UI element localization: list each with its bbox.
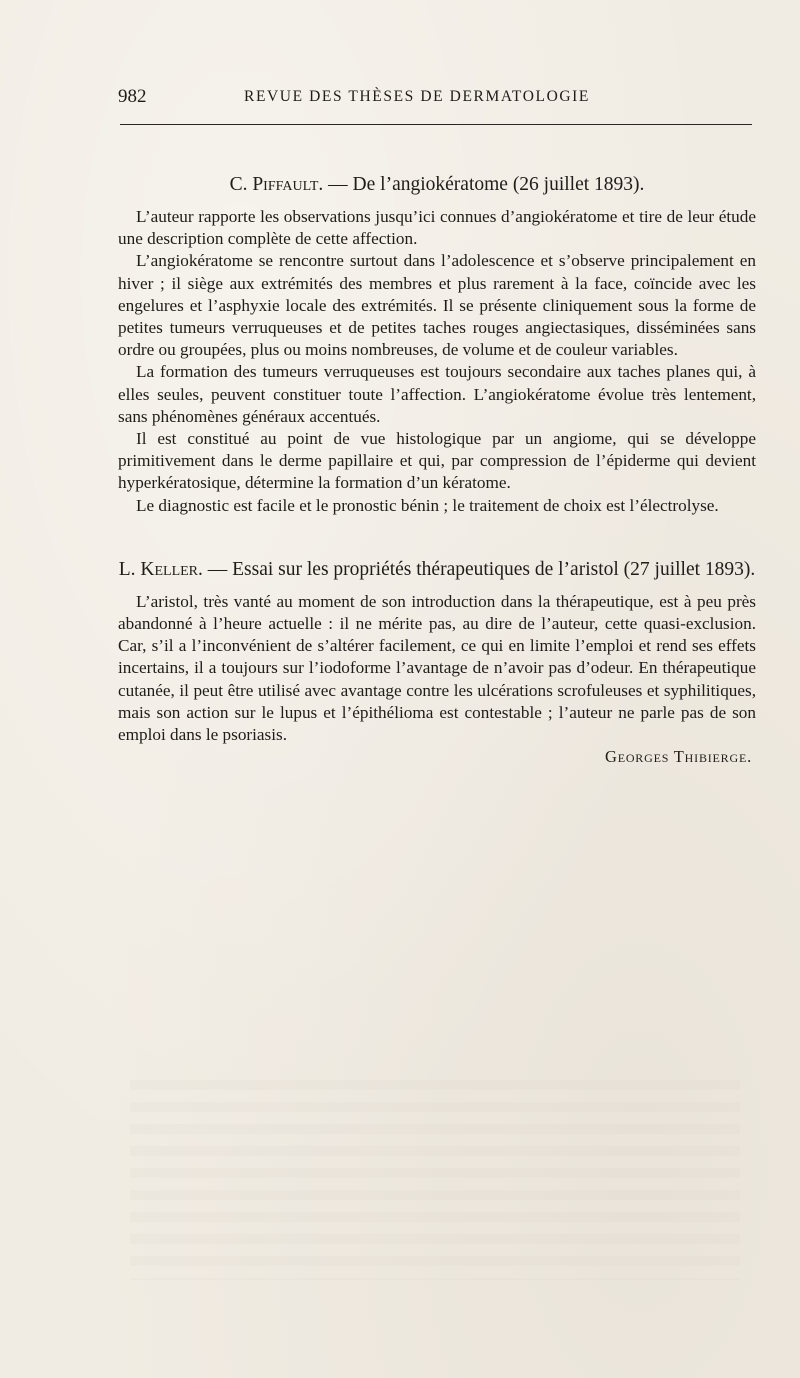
article-title: De l’angiokératome (26 juillet 1893). (352, 174, 645, 195)
paragraph: Le diagnostic est facile et le pronostic bénin ; le traitement de choix est l’électrolyse. (136, 495, 719, 515)
paragraph: La formation des tumeurs verruqueuses est toujours secondaire aux taches planes qui, à elles seules, peuvent constituer toute l’affection. L’angiokératome évolue très lentement, sans phénomènes généraux accentués. (118, 362, 756, 426)
article-author: C. Piffault. (229, 174, 324, 195)
paragraph: L’angiokératome se rencontre surtout dans l’adolescence et s’observe principalement en hiver ; il siège aux extrémités des membres et plus rarement à la face, coïncide avec les engelures et l’asphyxie locale des extrémités. Il se présente cliniquement sous la forme de petites tumeurs verruqueuses et de petites taches rouges angiectasiques, disséminées sans ordre ou groupées, plus ou moins nombreuses, de volume et de couleur variables. (118, 251, 756, 360)
article-title: Essai sur les propriétés thérapeutiques de l’aristol (27 juillet 1893). (232, 558, 756, 580)
article-heading-piffault (118, 172, 756, 198)
page-number: 982 (118, 86, 147, 107)
header-rule (120, 124, 752, 125)
reviewer-signature: Georges Thibierge. (604, 747, 752, 767)
article-heading-keller (118, 557, 756, 583)
paragraph: Il est constitué au point de vue histologique par un angiome, qui se développe primitivement dans le derme papillaire et qui, par compression de l’épiderme qui devient hyperkératosique, détermine la formation d’un kératome. (118, 429, 756, 493)
section-gap (118, 517, 756, 557)
heading-separator: — (207, 558, 228, 580)
show-through-texture (130, 1080, 740, 1280)
article-author: L. Keller. (118, 558, 203, 580)
paragraph: L’auteur rapporte les observations jusqu’ici connues d’angiokératome et tire de leur étude une description complète de cette affection. (118, 207, 756, 249)
journal-title: REVUE DES THÈSES DE DERMATOLOGIE (244, 88, 590, 105)
heading-separator: — (328, 174, 348, 195)
page-content (118, 172, 756, 768)
running-head (118, 86, 754, 110)
paragraph: L’aristol, très vanté au moment de son introduction dans la thérapeutique, est à peu près abandonné à l’heure actuelle : il ne mérite pas, au dire de l’auteur, cette quasi-exclusion. Car, s’il a l’inconvénient de s’altérer facilement, ce qui en limite l’emploi et rend ses effets incertains, il a toujours sur l’iodoforme l’avantage de n’avoir pas d’odeur. En thérapeutique cutanée, il peut être utilisé avec avantage contre les ulcérations scrofuleuses et syphilitiques, mais son action sur le lupus et l’épithélioma est contestable ; l’auteur ne parle pas de son emploi dans le psoriasis. (118, 591, 756, 745)
